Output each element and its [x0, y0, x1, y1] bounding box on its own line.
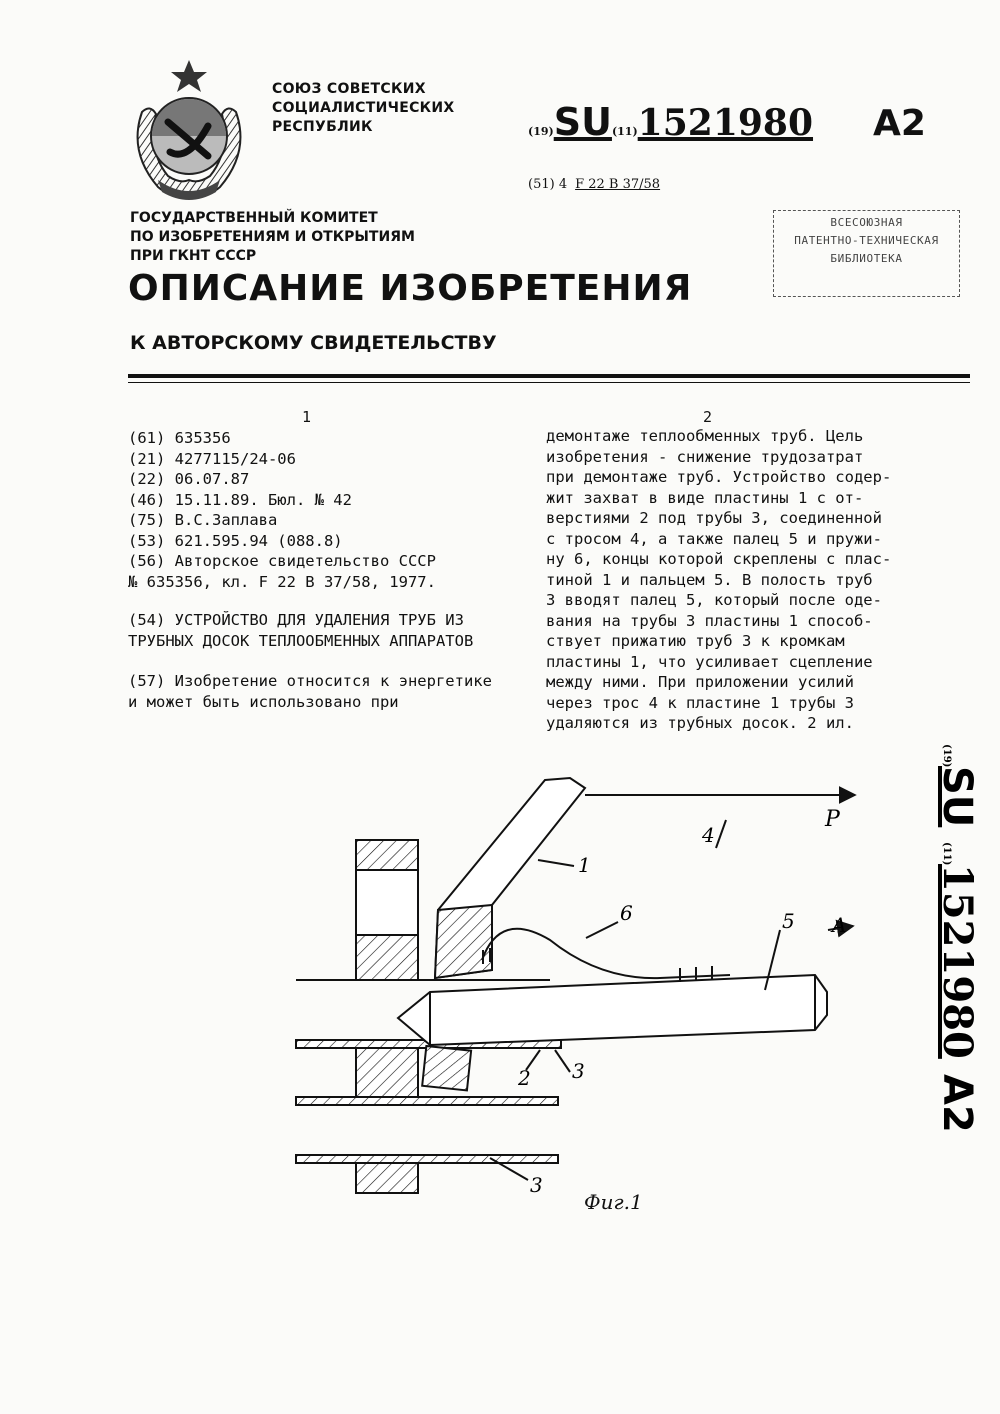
stamp-line: ВСЕСОЮЗНАЯ [830, 216, 903, 229]
bib-line: (21) 4277115/24-06 [128, 449, 296, 468]
tube-lower-bottom-wall [296, 1155, 558, 1163]
bib-line: (61) 635356 [128, 429, 231, 447]
figure-caption: Фиг.1 [584, 1190, 643, 1214]
bib-line: № 635356, кл. F 22 B 37/58, 1977. [128, 572, 436, 591]
abstract-line: пластины 1, что усиливает сцепление [546, 652, 873, 671]
abstract-start: (57) Изобретение относится к энергетике и может быть использовано при [128, 672, 492, 711]
label-spring: 6 [620, 901, 633, 925]
plate-1-lower-edge [422, 1046, 471, 1090]
spring-6 [482, 929, 730, 978]
bib-line: (46) 15.11.89. Бюл. № 42 [128, 490, 352, 509]
invention-title: (54) УСТРОЙСТВО ДЛЯ УДАЛЕНИЯ ТРУБ ИЗ ТРУБНЫХ ДОСОК ТЕПЛООБМЕННЫХ АППАРАТОВ [128, 611, 474, 650]
tube-sheet-top [356, 840, 418, 870]
code-19: (19) [528, 125, 554, 138]
abstract-line: ствует прижатию труб 3 к кромкам [546, 632, 845, 650]
stamp-line: БИБЛИОТЕКА [830, 252, 903, 265]
committee-name [130, 209, 415, 266]
figure-1 [260, 760, 900, 1200]
union-name [272, 80, 455, 137]
side-country: SU [934, 766, 980, 828]
document-subtitle: К АВТОРСКОМУ СВИДЕТЕЛЬСТВУ [130, 332, 497, 354]
column-number-left: 1 [302, 408, 312, 426]
abstract-line: удаляются из трубных досок. 2 ил. [546, 714, 854, 732]
abstract-line: с тросом 4, а также палец 5 и пружи- [546, 529, 882, 548]
bib-line: (75) В.С.Заплава [128, 511, 278, 529]
abstract-line: между ними. При приложении усилий [546, 673, 854, 691]
bibliographic-data [128, 428, 508, 592]
label-tube-upper: 3 [572, 1059, 585, 1083]
header-divider [128, 374, 970, 378]
committee-line: ПО ИЗОБРЕТЕНИЯМ И ОТКРЫТИЯМ [130, 229, 415, 245]
abstract-line: через трос 4 к пластине 1 трубы 3 [546, 693, 854, 712]
union-line: СОЦИАЛИСТИЧЕСКИХ [272, 100, 455, 116]
abstract-line: ну 6, концы которой скреплены с плас- [546, 550, 892, 568]
abstract-line: изобретения - снижение трудозатрат [546, 447, 864, 466]
label-force: P [825, 807, 840, 832]
ipc-classification [528, 177, 660, 192]
committee-line: ПРИ ГКНТ СССР [130, 248, 257, 264]
union-line: СОЮЗ СОВЕТСКИХ [272, 81, 426, 97]
label-hole: 2 [518, 1066, 531, 1090]
bib-line: (22) 06.07.87 [128, 470, 250, 488]
label-tube-lower: 3 [530, 1173, 543, 1197]
finger-5 [398, 975, 827, 1045]
abstract-line: тиной 1 и пальцем 5. В полость труб [546, 570, 873, 589]
abstract-line: жит захват в виде пластины 1 с от- [546, 488, 864, 507]
label-finger: 5 [782, 909, 795, 933]
country-code: SU [553, 100, 612, 144]
side-kind: A2 [934, 1074, 980, 1133]
label-plate: 1 [578, 853, 591, 877]
header-divider-thin [128, 382, 970, 383]
ipc-code: (51) 4 [528, 177, 568, 192]
abstract-line: верстиями 2 под трубы 3, соединенной [546, 509, 882, 527]
column-number-right: 2 [703, 408, 713, 426]
abstract-line: демонтаже теплообменных труб. Цель [546, 427, 864, 445]
kind-code: A2 [873, 103, 926, 144]
right-column [546, 426, 906, 734]
bib-line: (56) Авторское свидетельство СССР [128, 552, 436, 570]
tube-sheet-upper [356, 935, 418, 980]
plate-1-section [435, 905, 492, 978]
side-number: 1521980 [934, 864, 981, 1059]
library-stamp [773, 210, 960, 297]
patent-number: 1521980 [637, 102, 814, 144]
state-emblem [118, 52, 260, 204]
abstract-line: при демонтаже труб. Устройство содер- [546, 468, 892, 486]
left-column [128, 428, 508, 712]
publication-number [528, 100, 926, 144]
tube-lower-top-wall [296, 1097, 558, 1105]
code-11: (11) [611, 125, 638, 138]
side-patent-label [930, 742, 990, 1162]
abstract-line: вания на трубы 3 пластины 1 способ- [546, 611, 873, 630]
bib-line: (53) 621.595.94 (088.8) [128, 531, 343, 550]
stamp-line: ПАТЕНТНО-ТЕХНИЧЕСКАЯ [794, 234, 939, 247]
label-cable: 4 [702, 823, 715, 847]
union-line: РЕСПУБЛИК [272, 119, 373, 135]
side-code-19: (19) [941, 744, 952, 768]
side-code-11: (11) [941, 842, 952, 866]
ipc-class: F 22 B 37/58 [575, 177, 661, 192]
document-title: ОПИСАНИЕ ИЗОБРЕТЕНИЯ [128, 268, 693, 309]
label-view: A [832, 913, 847, 937]
abstract-line: 3 вводят палец 5, который после оде- [546, 591, 882, 609]
committee-line: ГОСУДАРСТВЕННЫЙ КОМИТЕТ [130, 210, 378, 226]
